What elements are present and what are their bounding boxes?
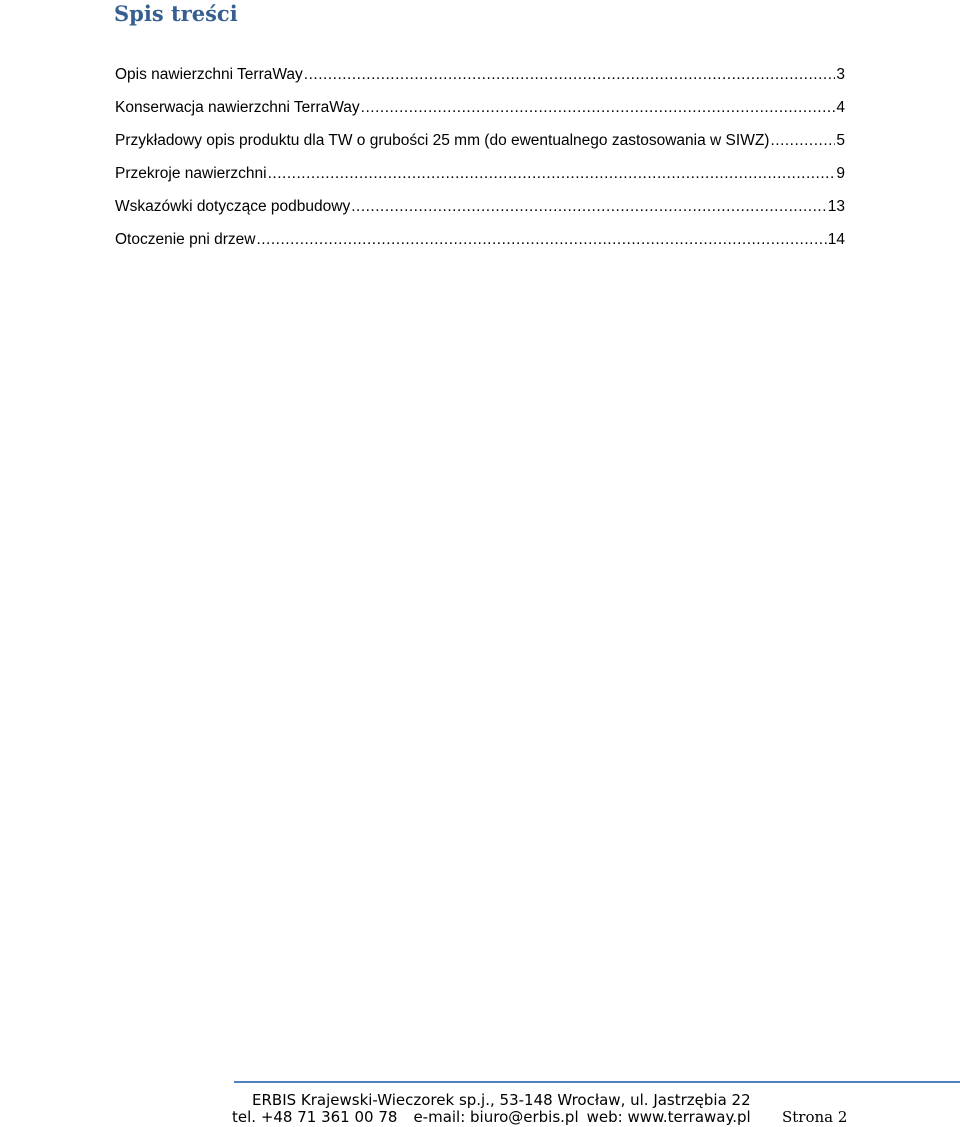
footer-contact — [232, 1107, 960, 1127]
toc-entry-4[interactable] — [115, 157, 845, 190]
toc-entry-title[interactable]: Opis nawierzchni TerraWay — [115, 66, 303, 83]
toc-entry-page[interactable]: 13 — [827, 198, 845, 215]
toc-entry-title[interactable]: Otoczenie pni drzew — [115, 231, 256, 248]
footer-web[interactable]: web: www.terraway.pl — [586, 1108, 751, 1126]
footer-email[interactable]: e-mail: biuro@erbis.pl — [413, 1108, 579, 1126]
toc-entry-6[interactable] — [115, 223, 845, 256]
toc-entry-title[interactable]: Wskazówki dotyczące podbudowy — [115, 198, 351, 215]
toc-entry-2[interactable] — [115, 91, 845, 124]
dot-leader — [256, 223, 826, 256]
toc-entry-title[interactable]: Konserwacja nawierzchni TerraWay — [115, 99, 360, 116]
dot-leader — [351, 190, 827, 223]
toc-entry-5[interactable] — [115, 190, 845, 223]
dot-leader — [361, 91, 836, 124]
toc-entry-page[interactable]: 14 — [827, 231, 845, 248]
dot-leader — [770, 124, 835, 157]
toc-heading: Spis treści — [114, 1, 238, 26]
dot-leader — [268, 157, 836, 190]
toc-entry-3[interactable] — [115, 124, 845, 157]
footer-company: ERBIS Krajewski-Wieczorek sp.j., 53-148 Wrocław, ul. Jastrzębia 22 — [252, 1091, 751, 1109]
toc-entry-page[interactable]: 3 — [836, 66, 845, 83]
footer-phone: tel. +48 71 361 00 78 — [232, 1108, 398, 1126]
footer-divider — [234, 1081, 960, 1083]
toc-entry-title[interactable]: Przekroje nawierzchni — [115, 165, 267, 182]
page-number: Strona 2 — [782, 1108, 848, 1126]
toc-entry-1[interactable] — [115, 58, 845, 91]
table-of-contents — [115, 58, 845, 256]
toc-entry-page[interactable]: 5 — [836, 132, 845, 149]
toc-entry-title[interactable]: Przykładowy opis produktu dla TW o grubości 25 mm (do ewentualnego zastosowania w SIWZ) — [115, 132, 770, 149]
toc-entry-page[interactable]: 9 — [836, 165, 845, 182]
toc-entry-page[interactable]: 4 — [836, 99, 845, 116]
dot-leader — [304, 58, 836, 91]
